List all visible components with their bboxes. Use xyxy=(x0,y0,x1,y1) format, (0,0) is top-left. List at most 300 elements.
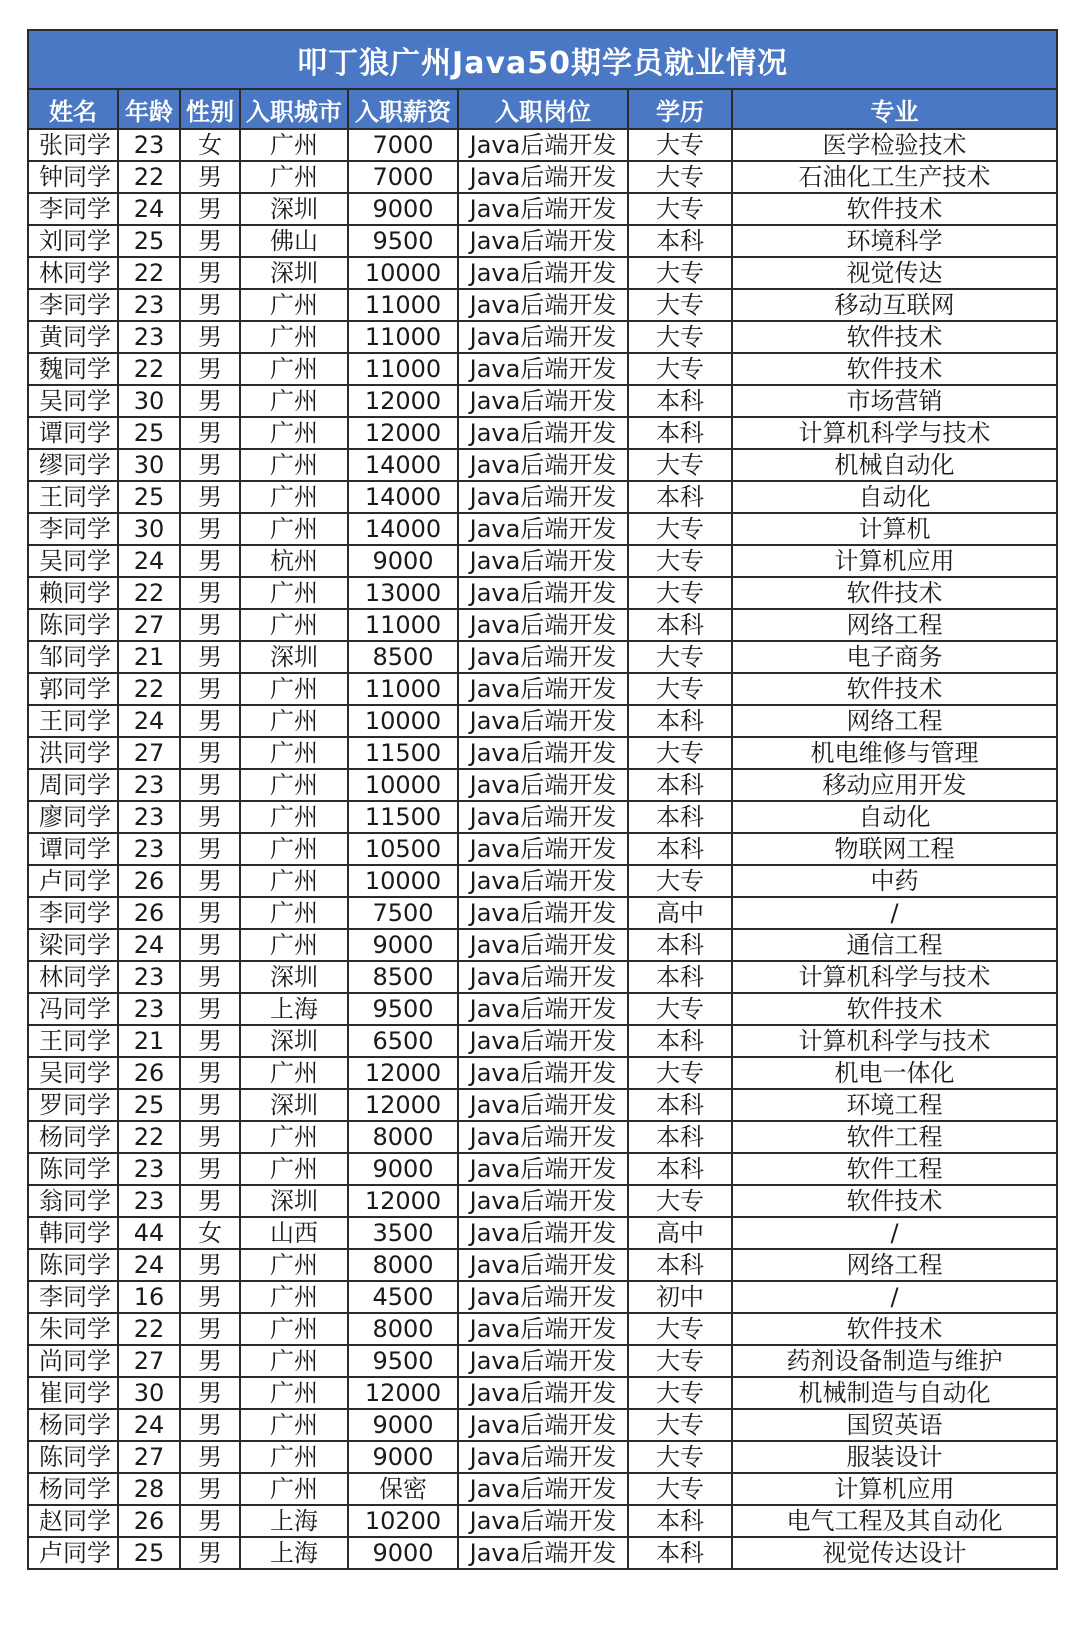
cell-salary: 10000 xyxy=(348,705,458,737)
table-row xyxy=(28,865,1057,897)
cell-education: 大专 xyxy=(628,1473,732,1505)
cell-major: 物联网工程 xyxy=(732,833,1057,865)
cell-major: 计算机应用 xyxy=(732,1473,1057,1505)
cell-salary: 8000 xyxy=(348,1121,458,1153)
cell-position: Java后端开发 xyxy=(458,257,628,289)
cell-education: 本科 xyxy=(628,417,732,449)
cell-education: 本科 xyxy=(628,801,732,833)
cell-education: 本科 xyxy=(628,705,732,737)
cell-city: 广州 xyxy=(240,1153,348,1185)
cell-gender: 男 xyxy=(180,1281,240,1313)
cell-salary: 11000 xyxy=(348,609,458,641)
cell-position: Java后端开发 xyxy=(458,1537,628,1569)
cell-education: 大专 xyxy=(628,129,732,161)
cell-age: 26 xyxy=(118,897,180,929)
cell-salary: 8500 xyxy=(348,961,458,993)
cell-salary: 6500 xyxy=(348,1025,458,1057)
cell-city: 广州 xyxy=(240,737,348,769)
header-row xyxy=(28,89,1057,129)
cell-major: 机电一体化 xyxy=(732,1057,1057,1089)
cell-city: 深圳 xyxy=(240,1025,348,1057)
cell-name: 周同学 xyxy=(28,769,118,801)
cell-education: 大专 xyxy=(628,161,732,193)
cell-salary: 10200 xyxy=(348,1505,458,1537)
cell-city: 广州 xyxy=(240,865,348,897)
cell-gender: 男 xyxy=(180,1473,240,1505)
cell-education: 本科 xyxy=(628,481,732,513)
cell-major: 服装设计 xyxy=(732,1441,1057,1473)
cell-gender: 男 xyxy=(180,417,240,449)
cell-city: 上海 xyxy=(240,993,348,1025)
cell-name: 王同学 xyxy=(28,1025,118,1057)
cell-age: 24 xyxy=(118,1249,180,1281)
header-education: 学历 xyxy=(628,89,732,129)
cell-gender: 男 xyxy=(180,577,240,609)
cell-name: 缪同学 xyxy=(28,449,118,481)
cell-name: 梁同学 xyxy=(28,929,118,961)
cell-education: 大专 xyxy=(628,1377,732,1409)
cell-name: 陈同学 xyxy=(28,609,118,641)
cell-position: Java后端开发 xyxy=(458,705,628,737)
header-salary: 入职薪资 xyxy=(348,89,458,129)
cell-age: 30 xyxy=(118,1377,180,1409)
cell-city: 佛山 xyxy=(240,225,348,257)
cell-name: 邹同学 xyxy=(28,641,118,673)
cell-position: Java后端开发 xyxy=(458,1377,628,1409)
cell-salary: 11000 xyxy=(348,289,458,321)
table-row xyxy=(28,1313,1057,1345)
cell-city: 深圳 xyxy=(240,193,348,225)
cell-gender: 男 xyxy=(180,1121,240,1153)
cell-major: 视觉传达 xyxy=(732,257,1057,289)
cell-education: 本科 xyxy=(628,961,732,993)
cell-name: 张同学 xyxy=(28,129,118,161)
cell-major: 通信工程 xyxy=(732,929,1057,961)
cell-city: 深圳 xyxy=(240,641,348,673)
cell-major: 石油化工生产技术 xyxy=(732,161,1057,193)
table-body xyxy=(28,129,1057,1569)
cell-position: Java后端开发 xyxy=(458,801,628,833)
cell-major: 移动互联网 xyxy=(732,289,1057,321)
cell-city: 深圳 xyxy=(240,1089,348,1121)
cell-position: Java后端开发 xyxy=(458,769,628,801)
cell-city: 广州 xyxy=(240,769,348,801)
cell-major: 软件技术 xyxy=(732,577,1057,609)
cell-name: 李同学 xyxy=(28,193,118,225)
cell-major: 自动化 xyxy=(732,801,1057,833)
table-row xyxy=(28,1185,1057,1217)
cell-position: Java后端开发 xyxy=(458,1409,628,1441)
cell-gender: 男 xyxy=(180,1537,240,1569)
cell-gender: 男 xyxy=(180,609,240,641)
cell-position: Java后端开发 xyxy=(458,1473,628,1505)
cell-position: Java后端开发 xyxy=(458,1185,628,1217)
cell-position: Java后端开发 xyxy=(458,1441,628,1473)
cell-age: 25 xyxy=(118,417,180,449)
cell-education: 本科 xyxy=(628,609,732,641)
table-row xyxy=(28,929,1057,961)
table-row xyxy=(28,353,1057,385)
cell-city: 广州 xyxy=(240,513,348,545)
cell-name: 陈同学 xyxy=(28,1153,118,1185)
cell-gender: 男 xyxy=(180,1505,240,1537)
cell-city: 广州 xyxy=(240,1473,348,1505)
cell-age: 23 xyxy=(118,1185,180,1217)
cell-education: 大专 xyxy=(628,737,732,769)
cell-name: 郭同学 xyxy=(28,673,118,705)
table-row xyxy=(28,737,1057,769)
cell-salary: 12000 xyxy=(348,1057,458,1089)
cell-gender: 男 xyxy=(180,961,240,993)
cell-gender: 男 xyxy=(180,513,240,545)
cell-gender: 女 xyxy=(180,1217,240,1249)
cell-education: 本科 xyxy=(628,833,732,865)
cell-salary: 10000 xyxy=(348,769,458,801)
cell-position: Java后端开发 xyxy=(458,961,628,993)
cell-gender: 男 xyxy=(180,449,240,481)
cell-position: Java后端开发 xyxy=(458,289,628,321)
table-row xyxy=(28,321,1057,353)
cell-major: 环境工程 xyxy=(732,1089,1057,1121)
header-gender: 性别 xyxy=(180,89,240,129)
cell-salary: 14000 xyxy=(348,513,458,545)
table-row xyxy=(28,1025,1057,1057)
cell-city: 广州 xyxy=(240,577,348,609)
cell-salary: 9000 xyxy=(348,929,458,961)
cell-city: 山西 xyxy=(240,1217,348,1249)
cell-gender: 男 xyxy=(180,801,240,833)
cell-age: 27 xyxy=(118,737,180,769)
cell-salary: 8000 xyxy=(348,1249,458,1281)
cell-education: 大专 xyxy=(628,577,732,609)
cell-gender: 女 xyxy=(180,129,240,161)
cell-city: 广州 xyxy=(240,1409,348,1441)
cell-position: Java后端开发 xyxy=(458,1089,628,1121)
cell-name: 陈同学 xyxy=(28,1249,118,1281)
cell-age: 26 xyxy=(118,1505,180,1537)
cell-gender: 男 xyxy=(180,545,240,577)
table-title: 叩丁狼广州Java50期学员就业情况 xyxy=(28,30,1057,89)
cell-major: 移动应用开发 xyxy=(732,769,1057,801)
cell-name: 林同学 xyxy=(28,257,118,289)
cell-gender: 男 xyxy=(180,1441,240,1473)
cell-position: Java后端开发 xyxy=(458,1505,628,1537)
cell-city: 上海 xyxy=(240,1537,348,1569)
cell-age: 23 xyxy=(118,801,180,833)
cell-name: 李同学 xyxy=(28,897,118,929)
cell-position: Java后端开发 xyxy=(458,385,628,417)
cell-gender: 男 xyxy=(180,321,240,353)
cell-salary: 10000 xyxy=(348,865,458,897)
cell-city: 广州 xyxy=(240,897,348,929)
table-row xyxy=(28,1345,1057,1377)
cell-position: Java后端开发 xyxy=(458,1121,628,1153)
cell-major: 计算机科学与技术 xyxy=(732,961,1057,993)
cell-age: 24 xyxy=(118,545,180,577)
cell-name: 杨同学 xyxy=(28,1409,118,1441)
cell-age: 23 xyxy=(118,993,180,1025)
table-row xyxy=(28,1153,1057,1185)
cell-name: 翁同学 xyxy=(28,1185,118,1217)
cell-education: 本科 xyxy=(628,1249,732,1281)
table-row xyxy=(28,225,1057,257)
cell-education: 本科 xyxy=(628,225,732,257)
cell-age: 23 xyxy=(118,833,180,865)
cell-name: 王同学 xyxy=(28,705,118,737)
table-row xyxy=(28,1281,1057,1313)
cell-salary: 11000 xyxy=(348,321,458,353)
cell-major: 计算机 xyxy=(732,513,1057,545)
cell-major: 自动化 xyxy=(732,481,1057,513)
cell-name: 陈同学 xyxy=(28,1441,118,1473)
header-major: 专业 xyxy=(732,89,1057,129)
cell-education: 本科 xyxy=(628,1153,732,1185)
cell-gender: 男 xyxy=(180,193,240,225)
cell-age: 22 xyxy=(118,577,180,609)
cell-age: 30 xyxy=(118,513,180,545)
table-row xyxy=(28,801,1057,833)
cell-education: 本科 xyxy=(628,1025,732,1057)
cell-education: 初中 xyxy=(628,1281,732,1313)
cell-name: 洪同学 xyxy=(28,737,118,769)
cell-gender: 男 xyxy=(180,289,240,321)
cell-position: Java后端开发 xyxy=(458,897,628,929)
cell-salary: 13000 xyxy=(348,577,458,609)
table-row xyxy=(28,481,1057,513)
table-row xyxy=(28,545,1057,577)
cell-major: 软件技术 xyxy=(732,1185,1057,1217)
table-row xyxy=(28,1409,1057,1441)
cell-age: 22 xyxy=(118,673,180,705)
cell-education: 大专 xyxy=(628,545,732,577)
cell-city: 广州 xyxy=(240,385,348,417)
cell-name: 卢同学 xyxy=(28,865,118,897)
cell-position: Java后端开发 xyxy=(458,641,628,673)
cell-gender: 男 xyxy=(180,641,240,673)
cell-age: 44 xyxy=(118,1217,180,1249)
table-row xyxy=(28,1377,1057,1409)
cell-major: 软件技术 xyxy=(732,353,1057,385)
cell-city: 广州 xyxy=(240,833,348,865)
cell-gender: 男 xyxy=(180,1057,240,1089)
table-row xyxy=(28,897,1057,929)
cell-education: 大专 xyxy=(628,1345,732,1377)
cell-education: 高中 xyxy=(628,1217,732,1249)
cell-name: 杨同学 xyxy=(28,1473,118,1505)
cell-position: Java后端开发 xyxy=(458,1345,628,1377)
table-row xyxy=(28,1537,1057,1569)
cell-salary: 9000 xyxy=(348,1409,458,1441)
cell-city: 广州 xyxy=(240,801,348,833)
cell-position: Java后端开发 xyxy=(458,481,628,513)
cell-city: 广州 xyxy=(240,353,348,385)
cell-salary: 8000 xyxy=(348,1313,458,1345)
cell-major: 网络工程 xyxy=(732,705,1057,737)
cell-salary: 12000 xyxy=(348,1089,458,1121)
cell-position: Java后端开发 xyxy=(458,417,628,449)
cell-name: 谭同学 xyxy=(28,417,118,449)
cell-position: Java后端开发 xyxy=(458,225,628,257)
cell-salary: 9000 xyxy=(348,545,458,577)
cell-name: 赖同学 xyxy=(28,577,118,609)
cell-position: Java后端开发 xyxy=(458,577,628,609)
cell-education: 本科 xyxy=(628,1505,732,1537)
table-row xyxy=(28,1249,1057,1281)
cell-salary: 10500 xyxy=(348,833,458,865)
cell-gender: 男 xyxy=(180,1153,240,1185)
table-row xyxy=(28,417,1057,449)
cell-age: 23 xyxy=(118,1153,180,1185)
cell-city: 广州 xyxy=(240,321,348,353)
cell-age: 22 xyxy=(118,353,180,385)
cell-position: Java后端开发 xyxy=(458,673,628,705)
cell-gender: 男 xyxy=(180,161,240,193)
header-position: 入职岗位 xyxy=(458,89,628,129)
cell-city: 广州 xyxy=(240,1345,348,1377)
cell-position: Java后端开发 xyxy=(458,833,628,865)
cell-age: 26 xyxy=(118,865,180,897)
cell-education: 大专 xyxy=(628,353,732,385)
cell-position: Java后端开发 xyxy=(458,513,628,545)
table-row xyxy=(28,193,1057,225)
cell-education: 大专 xyxy=(628,993,732,1025)
cell-age: 25 xyxy=(118,1089,180,1121)
cell-major: 电子商务 xyxy=(732,641,1057,673)
cell-gender: 男 xyxy=(180,1185,240,1217)
cell-city: 深圳 xyxy=(240,257,348,289)
cell-salary: 7500 xyxy=(348,897,458,929)
cell-city: 深圳 xyxy=(240,961,348,993)
cell-salary: 14000 xyxy=(348,449,458,481)
cell-salary: 9500 xyxy=(348,1345,458,1377)
cell-city: 广州 xyxy=(240,161,348,193)
cell-salary: 9000 xyxy=(348,1441,458,1473)
cell-age: 16 xyxy=(118,1281,180,1313)
cell-gender: 男 xyxy=(180,225,240,257)
cell-age: 25 xyxy=(118,1537,180,1569)
cell-education: 大专 xyxy=(628,865,732,897)
cell-gender: 男 xyxy=(180,993,240,1025)
cell-education: 大专 xyxy=(628,641,732,673)
cell-age: 21 xyxy=(118,1025,180,1057)
cell-position: Java后端开发 xyxy=(458,321,628,353)
cell-salary: 9500 xyxy=(348,225,458,257)
cell-position: Java后端开发 xyxy=(458,1281,628,1313)
cell-salary: 11000 xyxy=(348,673,458,705)
cell-age: 27 xyxy=(118,1441,180,1473)
cell-gender: 男 xyxy=(180,769,240,801)
cell-education: 大专 xyxy=(628,321,732,353)
cell-education: 大专 xyxy=(628,1409,732,1441)
cell-name: 李同学 xyxy=(28,1281,118,1313)
cell-age: 24 xyxy=(118,705,180,737)
cell-age: 28 xyxy=(118,1473,180,1505)
cell-position: Java后端开发 xyxy=(458,1057,628,1089)
cell-position: Java后端开发 xyxy=(458,737,628,769)
cell-age: 30 xyxy=(118,449,180,481)
cell-salary: 9000 xyxy=(348,1537,458,1569)
cell-name: 王同学 xyxy=(28,481,118,513)
cell-major: / xyxy=(732,897,1057,929)
cell-age: 30 xyxy=(118,385,180,417)
table-row xyxy=(28,129,1057,161)
cell-major: 电气工程及其自动化 xyxy=(732,1505,1057,1537)
cell-age: 25 xyxy=(118,481,180,513)
cell-city: 深圳 xyxy=(240,1185,348,1217)
table-row xyxy=(28,577,1057,609)
table-row xyxy=(28,1473,1057,1505)
cell-major: 软件技术 xyxy=(732,993,1057,1025)
table-row xyxy=(28,449,1057,481)
cell-age: 26 xyxy=(118,1057,180,1089)
cell-city: 广州 xyxy=(240,449,348,481)
cell-city: 广州 xyxy=(240,1057,348,1089)
cell-name: 廖同学 xyxy=(28,801,118,833)
cell-education: 大专 xyxy=(628,257,732,289)
cell-gender: 男 xyxy=(180,673,240,705)
cell-position: Java后端开发 xyxy=(458,449,628,481)
cell-gender: 男 xyxy=(180,1377,240,1409)
cell-gender: 男 xyxy=(180,1313,240,1345)
cell-position: Java后端开发 xyxy=(458,865,628,897)
cell-major: 中药 xyxy=(732,865,1057,897)
cell-city: 广州 xyxy=(240,417,348,449)
cell-age: 22 xyxy=(118,257,180,289)
cell-age: 21 xyxy=(118,641,180,673)
table-row xyxy=(28,1121,1057,1153)
cell-gender: 男 xyxy=(180,705,240,737)
cell-major: 软件技术 xyxy=(732,193,1057,225)
employment-table xyxy=(27,29,1058,1570)
cell-name: 钟同学 xyxy=(28,161,118,193)
cell-salary: 4500 xyxy=(348,1281,458,1313)
cell-name: 吴同学 xyxy=(28,385,118,417)
cell-name: 杨同学 xyxy=(28,1121,118,1153)
cell-gender: 男 xyxy=(180,385,240,417)
cell-major: 软件技术 xyxy=(732,1313,1057,1345)
header-age: 年龄 xyxy=(118,89,180,129)
cell-major: 软件工程 xyxy=(732,1121,1057,1153)
cell-name: 黄同学 xyxy=(28,321,118,353)
cell-position: Java后端开发 xyxy=(458,1217,628,1249)
cell-education: 大专 xyxy=(628,1313,732,1345)
cell-position: Java后端开发 xyxy=(458,1025,628,1057)
cell-name: 吴同学 xyxy=(28,1057,118,1089)
cell-name: 卢同学 xyxy=(28,1537,118,1569)
table-row xyxy=(28,609,1057,641)
cell-name: 谭同学 xyxy=(28,833,118,865)
cell-city: 广州 xyxy=(240,929,348,961)
cell-major: 机械自动化 xyxy=(732,449,1057,481)
cell-education: 大专 xyxy=(628,449,732,481)
cell-salary: 3500 xyxy=(348,1217,458,1249)
table-row xyxy=(28,289,1057,321)
cell-gender: 男 xyxy=(180,833,240,865)
cell-major: 机电维修与管理 xyxy=(732,737,1057,769)
cell-gender: 男 xyxy=(180,1025,240,1057)
cell-major: 药剂设备制造与维护 xyxy=(732,1345,1057,1377)
cell-gender: 男 xyxy=(180,257,240,289)
cell-age: 24 xyxy=(118,1409,180,1441)
table-row xyxy=(28,1505,1057,1537)
cell-major: 环境科学 xyxy=(732,225,1057,257)
cell-name: 刘同学 xyxy=(28,225,118,257)
cell-education: 大专 xyxy=(628,673,732,705)
table-row xyxy=(28,833,1057,865)
cell-salary: 11000 xyxy=(348,353,458,385)
cell-salary: 11500 xyxy=(348,801,458,833)
table-row xyxy=(28,385,1057,417)
